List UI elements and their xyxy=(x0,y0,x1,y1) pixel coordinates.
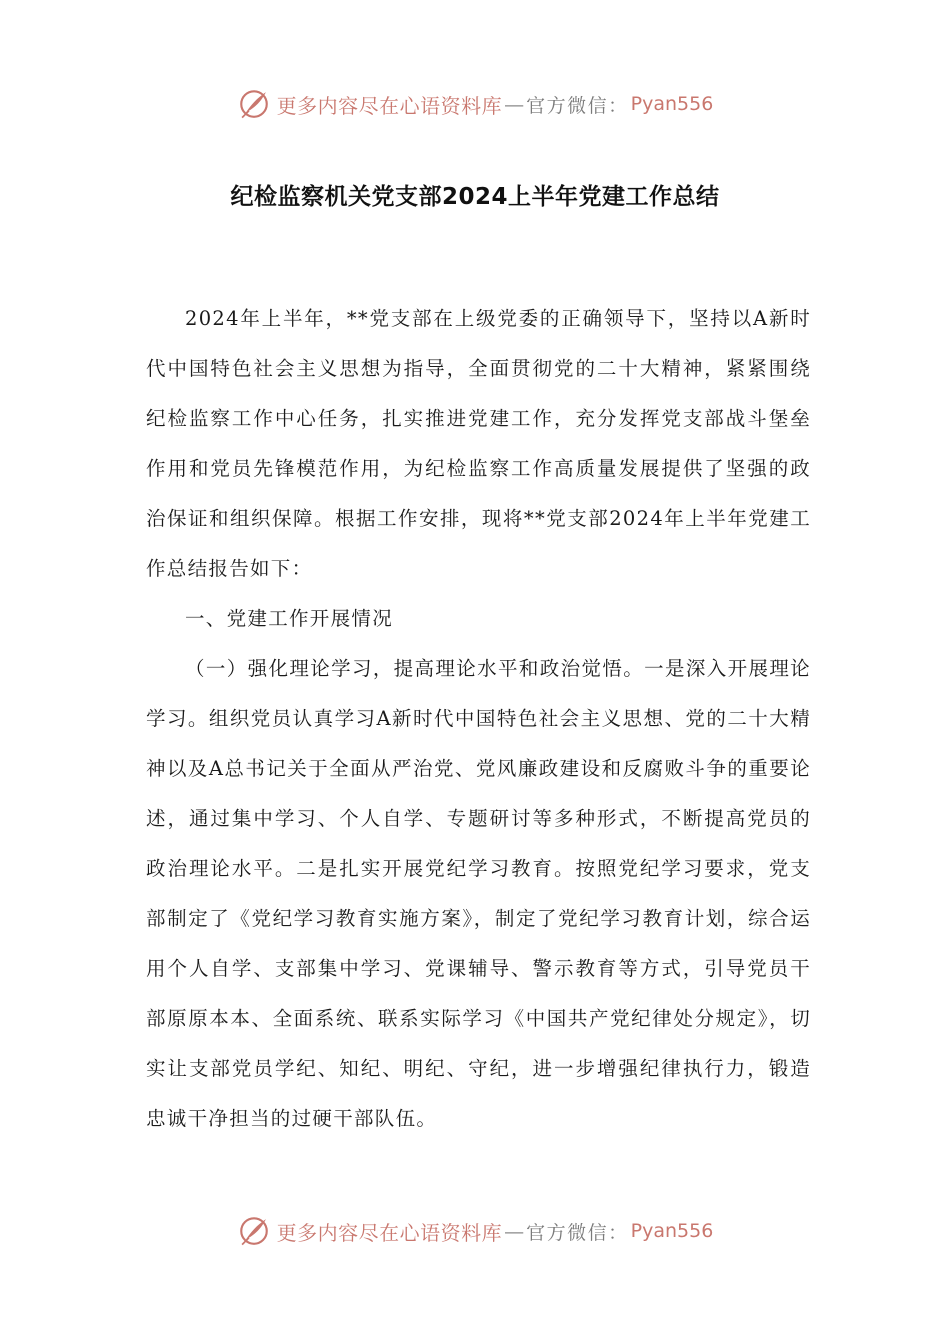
quill-logo-icon xyxy=(237,87,271,121)
watermark-sub-text: 官方微信： xyxy=(526,1221,629,1244)
watermark-sub-text: 官方微信： xyxy=(526,94,629,117)
document-body xyxy=(146,294,811,1144)
watermark-wechat-id: Pyan556 xyxy=(630,1220,714,1242)
paragraph-intro: 2024年上半年，**党支部在上级党委的正确领导下，坚持以A新时代中国特色社会主义思想为指导，全面贯彻党的二十大精神，紧紧围绕纪检监察工作中心任务，扎实推进党建工作，充分发挥党支部战斗堡垒作用和党员先锋模范作用，为纪检监察工作高质量发展提供了坚强的政治保证和组织保障。根据工作安排，现将**党支部2024年上半年党建工作总结报告如下： xyxy=(146,307,811,580)
watermark-main-text: 更多内容尽在心语资料库 xyxy=(276,1220,503,1245)
document-title: 纪检监察机关党支部2024上半年党建工作总结 xyxy=(230,184,720,210)
watermark-main-text: 更多内容尽在心语资料库 xyxy=(276,93,503,118)
footer-watermark xyxy=(0,1211,950,1251)
quill-logo-icon xyxy=(237,1214,271,1248)
watermark-wechat-id: Pyan556 xyxy=(630,93,714,115)
watermark-separator: — xyxy=(504,1219,525,1243)
header-watermark xyxy=(0,84,950,124)
section-heading: 一、党建工作开展情况 xyxy=(185,607,394,630)
paragraph-theory-study: （一）强化理论学习，提高理论水平和政治觉悟。一是深入开展理论学习。组织党员认真学习A新时代中国特色社会主义思想、党的二十大精神以及A总书记关于全面从严治党、党风廉政建设和反腐败斗争的重要论述，通过集中学习、个人自学、专题研讨等多种形式，不断提高党员的政治理论水平。二是扎实开展党纪学习教育。按照党纪学习要求，党支部制定了《党纪学习教育实施方案》，制定了党纪学习教育计划，综合运用个人自学、支部集中学习、党课辅导、警示教育等方式，引导党员干部原原本本、全面系统、联系实际学习《中国共产党纪律处分规定》，切实让支部党员学纪、知纪、明纪、守纪，进一步增强纪律执行力，锻造忠诚干净担当的过硬干部队伍。 xyxy=(146,657,811,1130)
watermark-separator: — xyxy=(504,92,525,116)
